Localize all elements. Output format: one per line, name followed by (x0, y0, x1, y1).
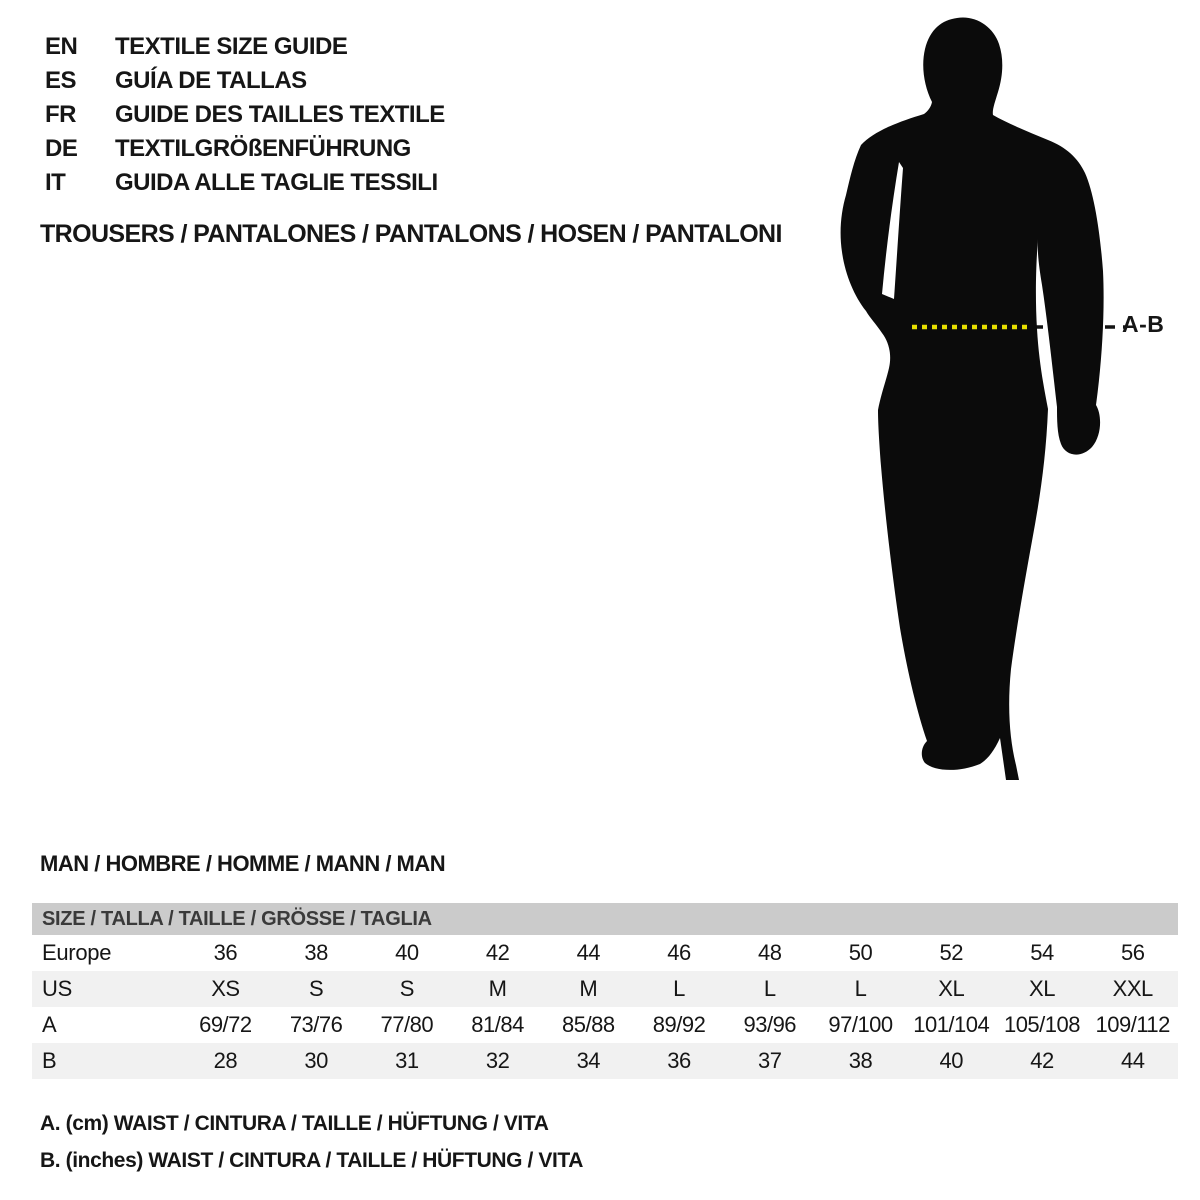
table-cell: 77/80 (380, 1012, 434, 1037)
table-cell: 109/112 (1095, 1012, 1170, 1037)
language-row (45, 132, 445, 166)
table-cell: 36 (213, 940, 238, 965)
table-cell: 42 (1030, 1048, 1054, 1073)
table-cell: 73/76 (289, 1012, 343, 1037)
waist-measure-label: A-B (1122, 311, 1165, 337)
size-table-header: SIZE / TALLA / TAILLE / GRÖSSE / TAGLIA (32, 903, 1178, 935)
man-silhouette-svg (835, 12, 1195, 787)
table-cell: 69/72 (199, 1012, 252, 1037)
row-label: B (42, 1048, 57, 1073)
table-cell: 42 (485, 940, 510, 965)
table-cell: 93/96 (743, 1012, 797, 1037)
table-cell: M (488, 976, 507, 1001)
size-table (32, 903, 1178, 1079)
row-label: US (42, 976, 72, 1001)
table-cell: 32 (485, 1048, 510, 1073)
footnote-waist-inches: B. (inches) WAIST / CINTURA / TAILLE / HÜFTUNG / VITA (40, 1149, 584, 1172)
table-cell: 81/84 (471, 1012, 524, 1037)
table-cell: 36 (667, 1048, 691, 1073)
language-code: FR (45, 101, 76, 128)
table-row (32, 1007, 1178, 1043)
table-cell: 30 (304, 1048, 328, 1073)
table-cell: 44 (1120, 1048, 1145, 1073)
language-label: TEXTILGRÖßENFÜHRUNG (115, 135, 411, 162)
table-cell: XXL (1112, 976, 1153, 1001)
row-label: Europe (42, 940, 112, 965)
language-list (45, 30, 445, 200)
language-label: GUÍA DE TALLAS (115, 67, 307, 94)
table-cell: 50 (848, 940, 873, 965)
table-row (32, 971, 1178, 1007)
language-label: GUIDE DES TAILLES TEXTILE (115, 101, 445, 128)
table-cell: 34 (576, 1048, 601, 1073)
table-row (32, 1043, 1178, 1079)
table-cell: 40 (395, 940, 419, 965)
language-code: DE (45, 135, 78, 162)
table-cell: 38 (848, 1048, 873, 1073)
table-cell: XS (211, 976, 240, 1001)
man-silhouette-path (841, 18, 1104, 780)
language-label: GUIDA ALLE TAGLIE TESSILI (115, 169, 438, 196)
language-code: EN (45, 33, 78, 60)
table-cell: 105/108 (1003, 1012, 1080, 1037)
table-cell: L (673, 976, 685, 1001)
table-cell: 28 (213, 1048, 238, 1073)
category-title: TROUSERS / PANTALONES / PANTALONS / HOSEN / PANTALONI (40, 220, 782, 248)
language-label: TEXTILE SIZE GUIDE (115, 33, 348, 60)
row-label: A (42, 1012, 57, 1037)
language-code: IT (45, 169, 66, 196)
table-cell: S (399, 976, 414, 1001)
table-cell: 89/92 (652, 1012, 706, 1037)
table-cell: L (854, 976, 867, 1001)
footnotes (40, 1105, 583, 1179)
language-row (45, 30, 445, 64)
table-cell: M (579, 976, 598, 1001)
table-cell: 46 (667, 940, 691, 965)
table-cell: 44 (576, 940, 601, 965)
language-row (45, 166, 445, 200)
table-cell: 31 (395, 1048, 419, 1073)
table-cell: 37 (758, 1048, 782, 1073)
size-table-rows (32, 935, 1178, 1079)
table-cell: L (763, 976, 776, 1001)
table-cell: 52 (939, 940, 963, 965)
table-cell: 56 (1120, 940, 1145, 965)
language-row (45, 64, 445, 98)
language-code: ES (45, 67, 77, 94)
table-cell: XL (938, 976, 965, 1001)
table-cell: 48 (758, 940, 782, 965)
table-cell: XL (1029, 976, 1055, 1001)
table-cell: 40 (939, 1048, 963, 1073)
table-row (32, 935, 1178, 971)
section-title-man: MAN / HOMBRE / HOMME / MANN / MAN (40, 851, 446, 876)
table-cell: S (309, 976, 324, 1001)
table-cell: 97/100 (828, 1012, 893, 1037)
table-cell: 38 (304, 940, 328, 965)
table-cell: 54 (1030, 940, 1054, 965)
table-cell: 85/88 (562, 1012, 615, 1037)
table-cell: 101/104 (913, 1012, 990, 1037)
footnote-waist-cm: A. (cm) WAIST / CINTURA / TAILLE / HÜFTUNG / VITA (40, 1112, 549, 1135)
language-row (45, 98, 445, 132)
man-silhouette-figure (835, 12, 1195, 787)
